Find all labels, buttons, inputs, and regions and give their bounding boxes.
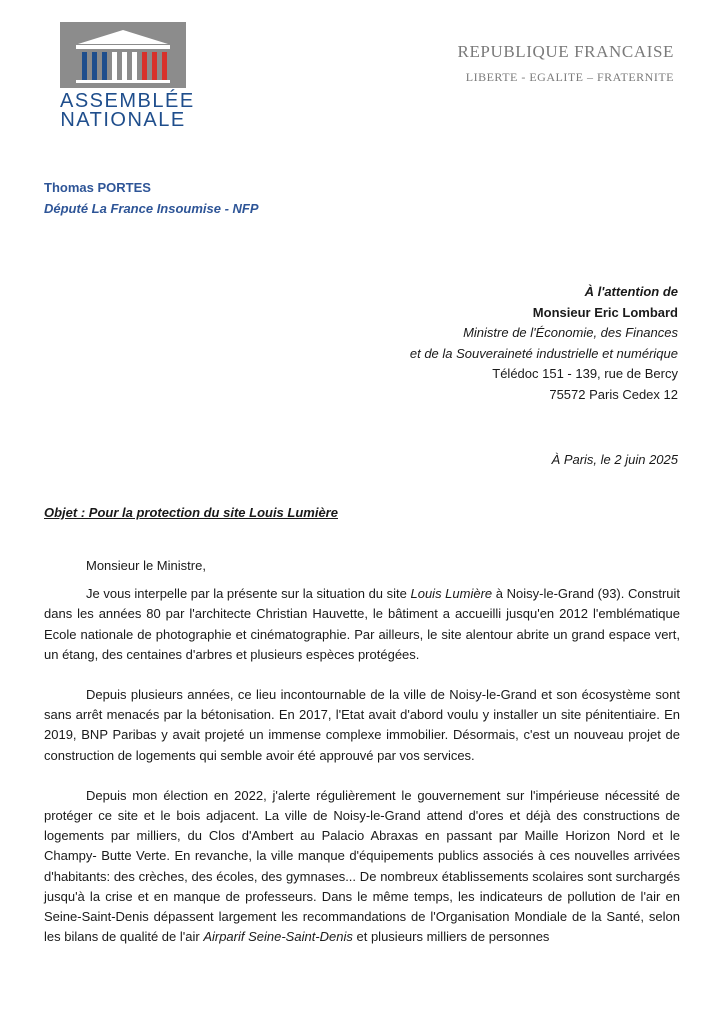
paragraph-1-italic: Louis Lumière xyxy=(410,586,493,602)
republic-motto: LIBERTE - EGALITE – FRATERNITE xyxy=(465,70,674,84)
letter-object: Objet : Pour la protection du site Louis Lumière xyxy=(44,505,338,520)
paragraph-2: Depuis plusieurs années, ce lieu incontournable de la ville de Noisy-le-Grand et son écosystème sont sans arrêt menacés par la bétonisation. En 2017, l'Etat avait d'abord voulu y installer un site pénitentiaire. En 2019, BNP Paribas y avait projeté un immense complexe immobilier. Désormais, c'est un nouveau projet de construction de logements qui semble avoir été approuvé par vos services. xyxy=(44,687,680,763)
logo-line-2: NATIONALE xyxy=(60,109,186,131)
assemblee-nationale-logo xyxy=(60,22,195,131)
sender-name: Thomas PORTES xyxy=(44,180,151,195)
recipient-block xyxy=(410,282,678,405)
paragraph-3-part-b: et plusieurs milliers de personnes xyxy=(352,929,550,945)
paragraph-3-italic: Airparif Seine-Saint-Denis xyxy=(203,929,353,945)
recipient-attention: À l'attention de xyxy=(584,284,678,299)
salutation: Monsieur le Ministre, xyxy=(86,558,206,573)
paragraph-1-part-a: Je vous interpelle par la présente sur la situation du site xyxy=(86,586,411,602)
paragraph-3 xyxy=(44,786,680,948)
paragraph-3-part-a: Depuis mon élection en 2022, j'alerte régulièrement le gouvernement sur l'impérieuse nécessité de protéger ce site et le bois adjacent. La ville de Noisy-le-Grand attend d'ores et déjà des constructions de logements par milliers, du Clos d'Ambert au Palacio Abraxas en passant par Maille Horizon Nord et le Champy- Butte Verte. En revanche, la ville manque d'équipements publics associés à ces nouvelles arrivées d'habitants: des crèches, des écoles, des gymnases... De nombreux établissements scolaires sont surchargés jusqu'à la crise et en manque de professeurs. Dans le même temps, les indicateurs de pollution de l'air en Seine-Saint-Denis dépassent largement les recommandations de l'Organisation Mondiale de la Santé, selon les bilans de qualité de l'air xyxy=(44,787,680,945)
recipient-address-line-2: 75572 Paris Cedex 12 xyxy=(549,386,678,402)
recipient-name: Monsieur Eric Lombard xyxy=(532,304,678,320)
recipient-title-line-1: Ministre de l'Économie, des Finances xyxy=(463,325,678,340)
paragraph-1 xyxy=(44,584,680,665)
republic-header xyxy=(458,42,675,85)
logo-wordmark xyxy=(60,90,195,131)
palais-bourbon-icon xyxy=(60,22,186,88)
republic-title: REPUBLIQUE FRANCAISE xyxy=(457,42,674,61)
paragraph-1-part-b: à Noisy-le-Grand (93). Construit dans les années 80 par l'architecte Christian Hauvette, le bâtiment a accueilli jusqu'en 2012 l'emblématique Ecole nationale de photographie et cinématographie. Par ailleurs, le site alentour abrite un grand espace vert, un étang, des centaines d'arbres et plusieurs espèces protégées. xyxy=(44,586,681,662)
recipient-address-line-1: Télédoc 151 - 139, rue de Bercy xyxy=(492,366,678,381)
letter-body xyxy=(44,556,680,967)
sender-block xyxy=(44,177,259,219)
logo-line-1: ASSEMBLÉE xyxy=(60,90,195,112)
letter-date: À Paris, le 2 juin 2025 xyxy=(551,452,678,467)
sender-role: Député La France Insoumise - NFP xyxy=(44,201,259,216)
recipient-title-line-2: et de la Souveraineté industrielle et numérique xyxy=(409,345,678,361)
